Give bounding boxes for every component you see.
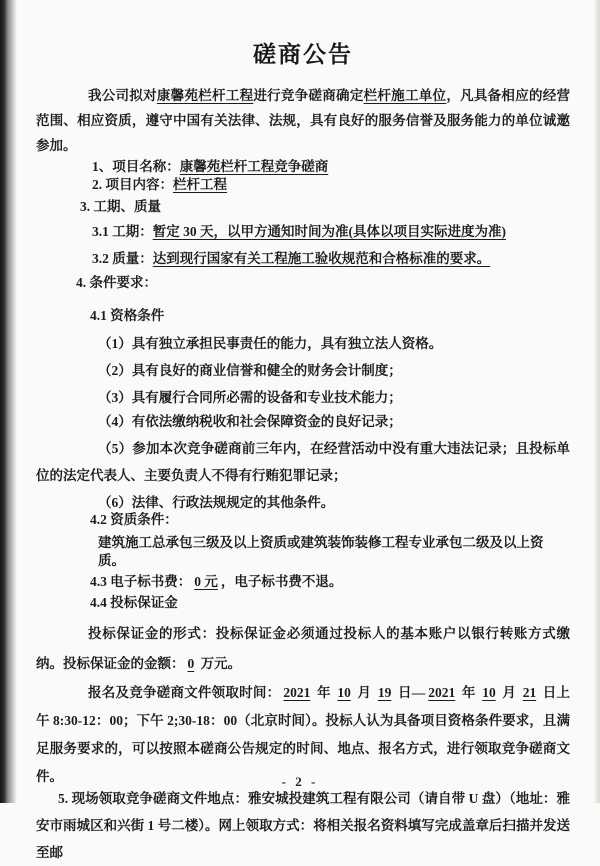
- bid-bond-amount: 0: [187, 656, 195, 671]
- section4-heading: 4. 条件要求：: [76, 275, 157, 290]
- page-number: - 2 -: [281, 774, 319, 789]
- project-name-value: 康馨苑栏杆工程竞争磋商: [179, 159, 329, 174]
- month-separator-2: 月: [498, 685, 520, 700]
- project-name-label: 1、项目名称：: [92, 159, 180, 174]
- month-separator-1: 月: [353, 685, 375, 700]
- condition-item-4: [36, 408, 570, 435]
- end-year: 2021: [428, 685, 456, 700]
- quality-label: 3.2 质量：: [92, 251, 153, 266]
- pickup-location-paragraph: [36, 785, 570, 866]
- year-separator-1: 年: [313, 685, 335, 700]
- duration-label: 3.1 工期：: [92, 224, 153, 239]
- bid-bond-subheading: 4.4 投标保证金: [90, 595, 178, 610]
- project-content-label: 2. 项目内容：: [92, 177, 173, 192]
- condition-item-3: [36, 384, 570, 411]
- duration-value: 暂定 30 天，以甲方通知时间为准(具体以项目实际进度为准): [152, 224, 506, 239]
- bid-bond-text-1: 投标保证金的形式：投标保证金必须通过投标人的基本账户以银行转账方式缴纳。投标保证金的金额：: [36, 626, 570, 671]
- intro-text-3: ，凡具备相应的经营范围、相应资质，遵守中国有关法律、法规，具有良好的服务信誉及服务能力的单位诚邀参加。: [36, 88, 571, 153]
- quality-row: [92, 250, 570, 268]
- duration-row: [92, 223, 570, 241]
- condition-text-6: （6）法律、行政法规规定的其他条件。: [98, 495, 335, 510]
- intro-paragraph: [36, 83, 570, 158]
- registration-time-label: 报名及竞争磋商文件领取时间：: [88, 685, 281, 700]
- quality-value: 达到现行国家有关工程施工验收规范和合格标准的要求。: [152, 251, 491, 266]
- bid-bond-text-2: 万元。: [197, 656, 242, 671]
- scan-right-edge-shadow: [593, 0, 600, 803]
- scan-left-edge-shadow: [0, 0, 18, 803]
- bid-bond-paragraph: [36, 619, 570, 679]
- intro-text-1: 我公司拟对: [88, 88, 157, 103]
- condition-text-1: （1）具有独立承担民事责任的能力，具有独立法人资格。: [98, 336, 443, 351]
- document-content: [36, 0, 570, 866]
- start-month: 10: [337, 685, 351, 700]
- project-name-underlined: 康馨苑栏杆工程: [156, 88, 254, 103]
- end-day: 21: [522, 685, 537, 700]
- condition-item-5: [36, 435, 570, 489]
- condition-text-2: （2）具有良好的商业信誉和健全的财务会计制度；: [98, 363, 402, 378]
- year-separator-2: 年: [458, 685, 480, 700]
- pickup-location-text: 5. 现场领取竞争磋商文件地点：雅安城投建筑工程有限公司（请自带 U 盘）（地址：雅安市雨城区和兴街 1 号二楼）。网上领取方式：将相关报名资料填写完成盖章后扫描并发送至邮: [36, 791, 570, 860]
- date-range-dash: 日—: [394, 685, 426, 700]
- registration-time-detail: 日上午 8:30-12：00；下午 2;30-18：00（北京时间）。投标人认为具备项目资格条件要求，且满足服务要求的，可以按照本磋商公告规定的时间、地点、报名方式，进行领取竞争磋商文件。: [36, 685, 571, 784]
- condition-text-3: （3）具有履行合同所必需的设备和专业技术能力；: [98, 390, 402, 405]
- condition-text-4: （4）有依法缴纳税收和社会保障资金的良好记录；: [98, 414, 402, 429]
- project-name-row: [92, 158, 570, 176]
- bid-document-fee-row: [90, 573, 570, 591]
- start-day: 19: [377, 685, 392, 700]
- contractor-type-underlined: 栏杆施工单位: [363, 88, 447, 103]
- document-title: 磋商公告: [253, 42, 353, 67]
- intro-text-2: 进行竞争磋商确定: [253, 88, 364, 103]
- bid-document-fee-value: 0 元: [194, 574, 218, 589]
- end-month: 10: [482, 685, 496, 700]
- start-year: 2021: [283, 685, 311, 700]
- condition-item-2: [36, 357, 570, 384]
- condition-text-5: （5）参加本次竞争磋商前三年内，在经营活动中没有重大违法记录；且投标单位的法定代表人、主要负责人不得有行贿犯罪记录；: [36, 441, 570, 483]
- condition-item-1: [36, 330, 570, 357]
- credential-requirement: 建筑施工总承包三级及以上资质或建筑装饰装修工程专业承包二级及以上资质。: [98, 535, 544, 568]
- bid-document-fee-note: ，电子标书费不退。: [220, 574, 343, 589]
- credential-subheading: 4.2 资质条件：: [90, 512, 178, 527]
- project-content-value: 栏杆工程: [173, 177, 227, 192]
- project-content-row: [92, 176, 570, 194]
- section3-heading: 3. 工期、质量: [80, 199, 161, 214]
- bid-document-fee-label: 4.3 电子标书费：: [90, 574, 192, 589]
- qualification-subheading: 4.1 资格条件: [90, 308, 165, 323]
